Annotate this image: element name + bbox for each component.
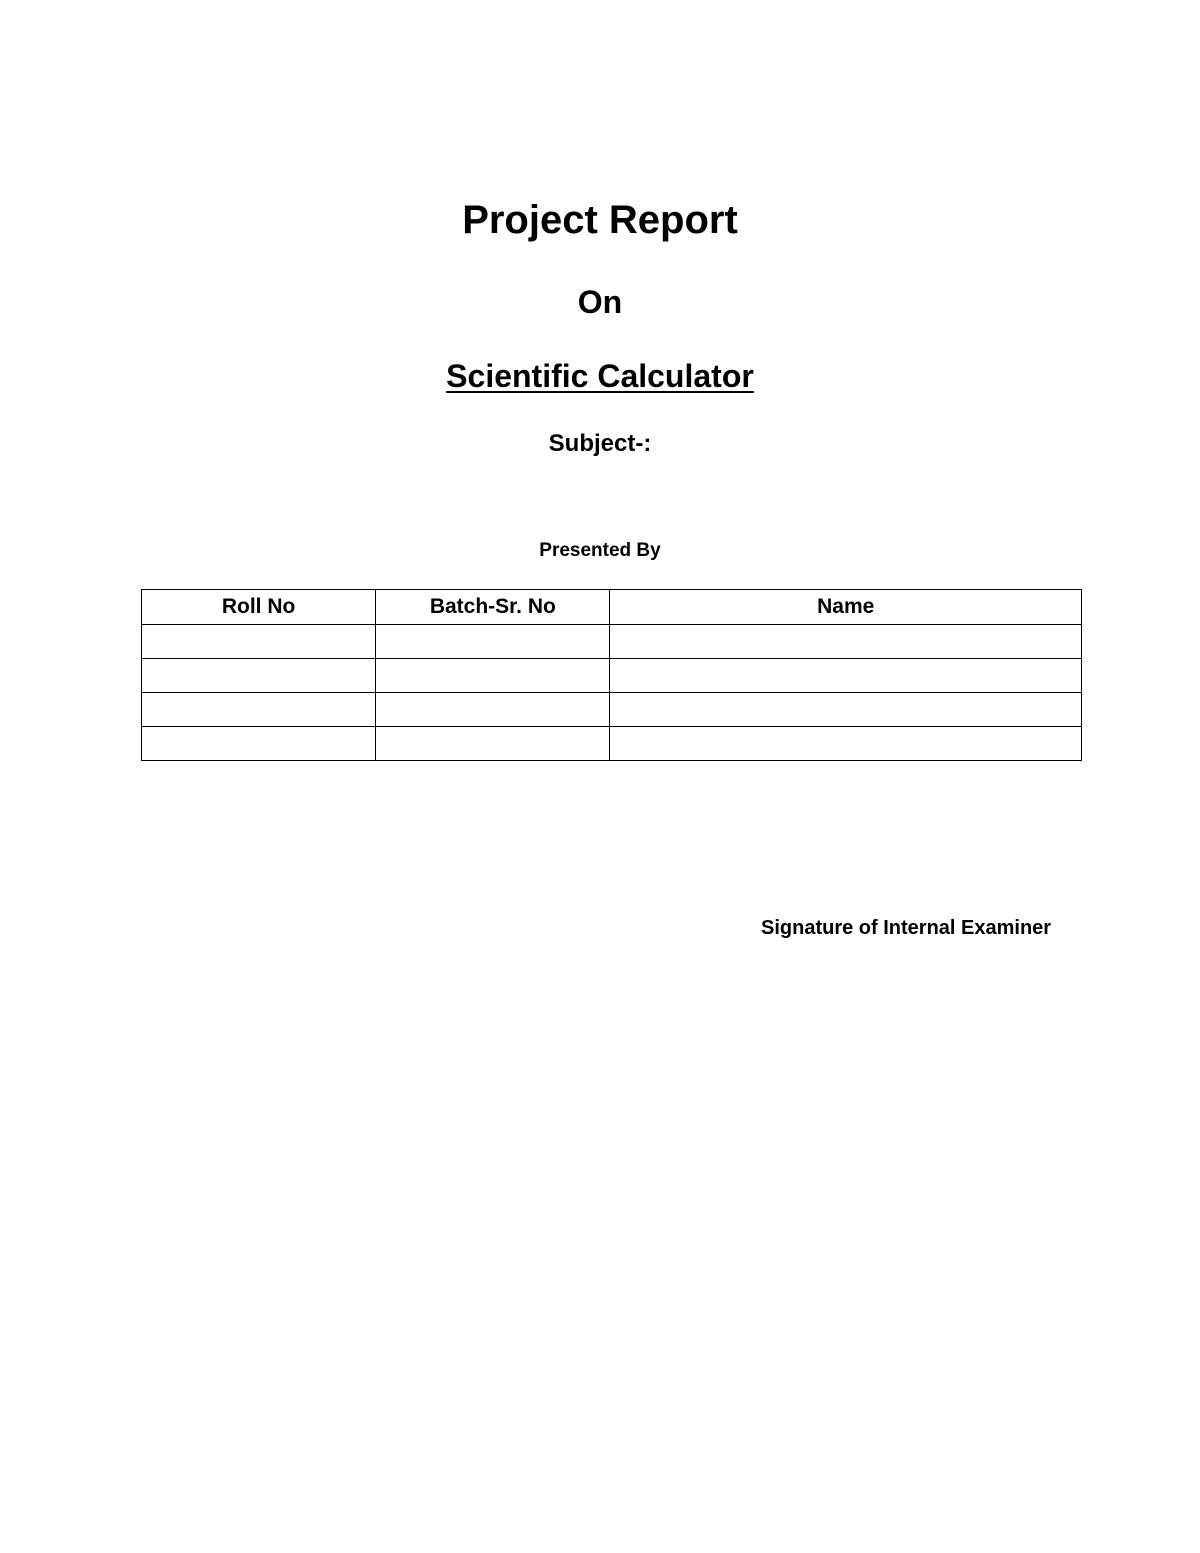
name-cell [610, 727, 1082, 761]
batch-sr-no-cell [376, 727, 610, 761]
table-row [142, 625, 1082, 659]
column-header-name: Name [610, 590, 1082, 625]
roll-no-cell [142, 625, 376, 659]
name-cell [610, 659, 1082, 693]
subject-label: Subject-: [548, 430, 652, 457]
signature-label: Signature of Internal Examiner [761, 917, 1052, 939]
roll-no-cell [142, 693, 376, 727]
roll-no-cell [142, 727, 376, 761]
presented-by-label: Presented By [539, 540, 661, 561]
batch-sr-no-cell [376, 659, 610, 693]
table-row [142, 693, 1082, 727]
column-header-roll-no: Roll No [142, 590, 376, 625]
batch-sr-no-cell [376, 693, 610, 727]
name-cell [610, 693, 1082, 727]
members-table [141, 589, 1082, 761]
table-row [142, 659, 1082, 693]
roll-no-cell [142, 659, 376, 693]
report-topic-text: Scientific Calculator [446, 358, 754, 394]
report-title: Project Report [462, 198, 738, 242]
batch-sr-no-cell [376, 625, 610, 659]
on-label: On [577, 284, 623, 320]
table-row [142, 727, 1082, 761]
members-table-header-row [142, 590, 1082, 625]
report-topic [0, 354, 1200, 398]
name-cell [610, 625, 1082, 659]
column-header-batch-sr-no: Batch-Sr. No [376, 590, 610, 625]
